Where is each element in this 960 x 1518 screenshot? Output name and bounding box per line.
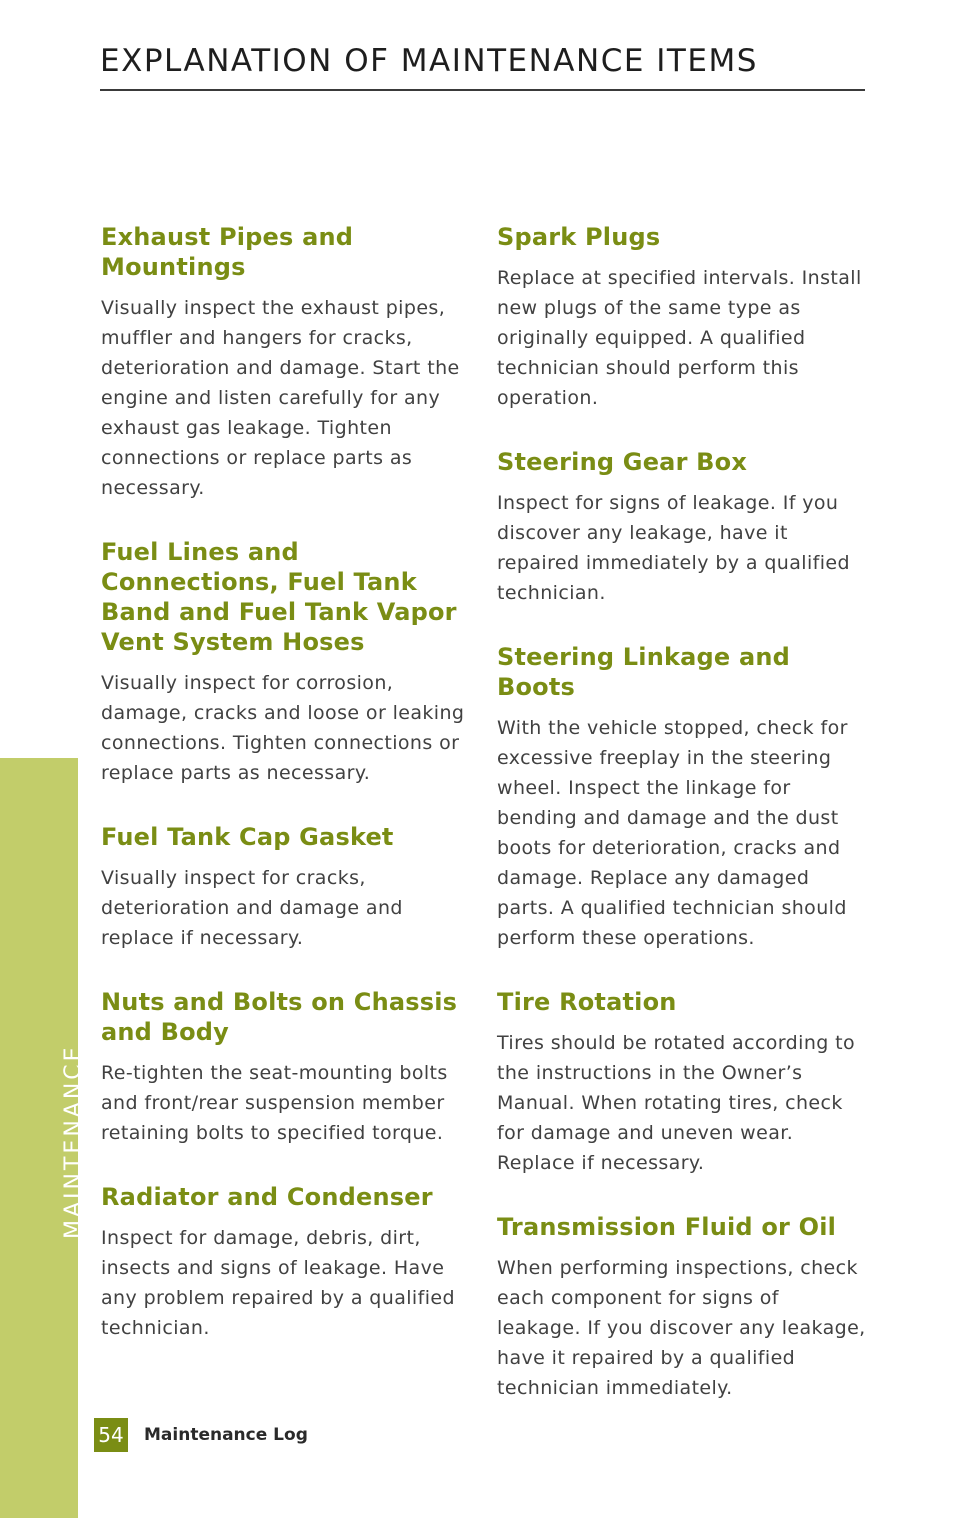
page-title: EXPLANATION OF MAINTENANCE ITEMS xyxy=(100,43,758,79)
section-body: With the vehicle stopped, check for excessive freeplay in the steering wheel. Inspect the linkage for bending and damage and the dust boots for deterioration, cracks and damage. Replace any damaged parts. A qualified technician should perform these operations. xyxy=(497,717,848,949)
section-body: Inspect for damage, debris, dirt, insects and signs of leakage. Have any problem repaired by a qualified technician. xyxy=(101,1227,455,1339)
section-body: Visually inspect the exhaust pipes, muffler and hangers for cracks, deterioration and damage. Start the engine and listen carefully for any exhaust gas leakage. Tighten connections or replace parts as necessary. xyxy=(101,297,460,499)
section-heading: Fuel Lines and Connections, Fuel Tank Band and Fuel Tank Vapor Vent System Hoses xyxy=(101,538,457,656)
section-nuts-bolts xyxy=(101,987,471,1148)
footer-label: Maintenance Log xyxy=(144,1425,308,1445)
section-body: Replace at specified intervals. Install new plugs of the same type as originally equipped. A qualified technician should perform this operation. xyxy=(497,267,862,409)
section-steering-gear-box xyxy=(497,447,867,608)
section-spark-plugs xyxy=(497,222,867,413)
section-tab-label: MAINTENANCE xyxy=(61,1044,86,1239)
section-body: Tires should be rotated according to the instructions in the Owner’s Manual. When rotating tires, check for damage and uneven wear. Replace if necessary. xyxy=(497,1032,856,1174)
section-body: Visually inspect for corrosion, damage, cracks and loose or leaking connections. Tighten connections or replace parts as necessary. xyxy=(101,672,465,784)
section-body: Inspect for signs of leakage. If you discover any leakage, have it repaired immediately by a qualified technician. xyxy=(497,492,850,604)
section-heading: Spark Plugs xyxy=(497,223,661,251)
section-body: When performing inspections, check each component for signs of leakage. If you discover any leakage, have it repaired by a qualified technician immediately. xyxy=(497,1257,866,1399)
section-heading: Steering Linkage and Boots xyxy=(497,643,791,701)
section-body: Visually inspect for cracks, deterioration and damage and replace if necessary. xyxy=(101,867,403,949)
section-exhaust-pipes xyxy=(101,222,471,503)
section-heading: Nuts and Bolts on Chassis and Body xyxy=(101,988,458,1046)
section-body: Re-tighten the seat-mounting bolts and front/rear suspension member retaining bolts to specified torque. xyxy=(101,1062,448,1144)
section-heading: Transmission Fluid or Oil xyxy=(497,1213,837,1241)
section-transmission-fluid xyxy=(497,1212,867,1403)
section-fuel-lines xyxy=(101,537,471,788)
section-fuel-tank-cap xyxy=(101,822,471,953)
section-heading: Tire Rotation xyxy=(497,988,677,1016)
section-tire-rotation xyxy=(497,987,867,1178)
section-radiator xyxy=(101,1182,471,1343)
page-number-badge: 54 xyxy=(94,1418,128,1452)
section-heading: Steering Gear Box xyxy=(497,448,748,476)
left-column xyxy=(101,222,471,1377)
right-column xyxy=(497,222,867,1437)
section-heading: Radiator and Condenser xyxy=(101,1183,433,1211)
section-heading: Exhaust Pipes and Mountings xyxy=(101,223,354,281)
section-heading: Fuel Tank Cap Gasket xyxy=(101,823,394,851)
title-divider xyxy=(100,89,865,91)
section-steering-linkage xyxy=(497,642,867,953)
page-footer xyxy=(94,1418,308,1452)
